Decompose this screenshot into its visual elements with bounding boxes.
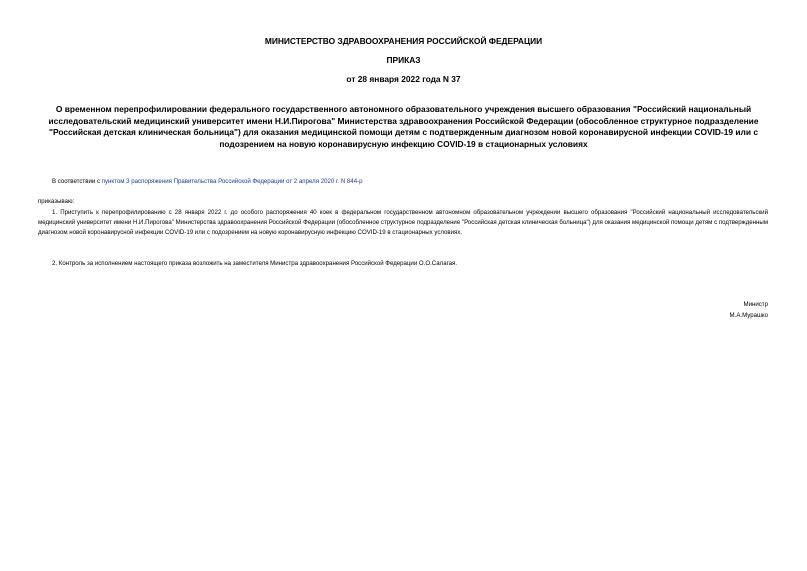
paragraph-1: 1. Приступить к перепрофилированию с 28 января 2022 г. до особого распоряжения 40 коек в федеральном государственном автономном образовательном учреждении высшего образования "Российский национальный исследовательский медицинский университет имени Н.И.Пирогова" Министерства здравоохранения Российской Федерации (обособленное структурное подразделение "Российская детская клиническая больница") для оказания медицинской помощи детям с подтвержденным диагнозом новой коронавирусной инфекции COVID-19 или с подозрением на новую коронавирусную инфекцию COVID-19 в стационарных условиях. bbox=[38, 209, 768, 236]
document-type: ПРИКАЗ bbox=[386, 55, 421, 65]
intro-prefix: В соответствии с bbox=[52, 178, 102, 185]
signatory-position: Министр bbox=[743, 301, 768, 308]
ministry-heading: МИНИСТЕРСТВО ЗДРАВООХРАНЕНИЯ РОССИЙСКОЙ ФЕДЕРАЦИИ bbox=[264, 36, 543, 46]
signature-block bbox=[730, 300, 768, 321]
paragraph-2: 2. Контроль за исполнением настоящего приказа возложить на заместителя Министра здравоохранения Российской Федерации О.О.Салагая. bbox=[52, 260, 458, 267]
document-title: О временном перепрофилировании федерального государственного автономного образовательного учреждения высшего образования "Российский национальный исследовательский медицинский университет имени Н.И.Пирогова" Министерства здравоохранения Российской Федерации (обособленное структурное подразделение "Российская детская клиническая больница") для оказания медицинской помощи детям с подтвержденным диагнозом новой коронавирусной инфекции COVID-19 или с подозрением на новую коронавирусную инфекцию COVID-19 в стационарных условиях bbox=[48, 104, 759, 149]
order-directive: приказываю: bbox=[38, 198, 75, 205]
signatory-name: М.А.Мурашко bbox=[729, 311, 768, 319]
legal-reference-link[interactable]: пунктом 3 распоряжения Правительства Российской Федерации от 2 апреля 2020 г. N 844-р bbox=[101, 178, 363, 185]
intro-paragraph bbox=[38, 177, 768, 187]
document-date-number: от 28 января 2022 года N 37 bbox=[346, 74, 461, 84]
